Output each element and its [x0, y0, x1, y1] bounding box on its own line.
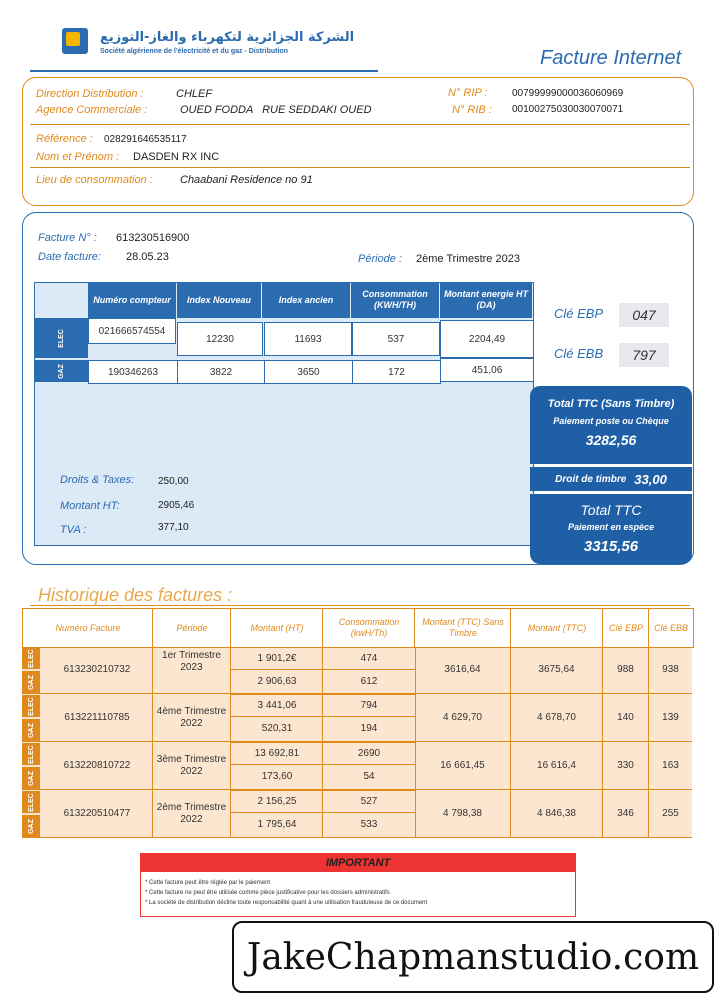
- hist-row4-ttc-st: 4 798,38: [443, 808, 482, 819]
- history-divider: [30, 605, 690, 606]
- hist-row4-ebp: 346: [617, 808, 634, 819]
- hist-row2-c2: 194: [322, 716, 416, 742]
- hist-row3-facture: 613220810722: [63, 760, 131, 771]
- hist-row3-c2: 54: [322, 764, 416, 790]
- hist-row3-ttc: 16 616,4: [537, 760, 576, 771]
- elec-index-ancien: 11693: [264, 322, 352, 356]
- droit-timbre-box: [530, 467, 692, 491]
- droit-timbre-label: Droit de timbre: [555, 473, 627, 485]
- total-sans-timbre-value: 3282,56: [585, 432, 637, 448]
- important-line-3: * La société de distribution décline toute responsabilité quant à une utilisation frauduleuse de ce document: [145, 900, 428, 906]
- hist-row4-ht2: 1 795,64: [230, 812, 324, 838]
- rib-label: N° RIB :: [452, 104, 492, 116]
- elec-conso: 537: [352, 322, 440, 356]
- company-name-arabic: الشركة الجزائرية لتكهرباء والغاز-التوزيع: [100, 30, 355, 45]
- hist-row3-c1: 2690: [322, 742, 416, 766]
- gaz-conso: 172: [352, 360, 441, 384]
- rip-value: 00799999000036060969: [512, 88, 624, 99]
- reference-value: 028291646535117: [104, 134, 187, 145]
- col-montant-energie: Montant energie HT (DA): [440, 282, 532, 318]
- hist-col-ttc-sans-timbre: Montant (TTC) Sans Timbre: [414, 608, 512, 648]
- reference-label: Référence :: [36, 133, 93, 145]
- hist-row1-tag-gaz: GAZ: [22, 671, 40, 693]
- col-index-ancien: Index ancien: [262, 282, 350, 318]
- hist-row4-ebb: 255: [662, 808, 679, 819]
- periode-value: 2ème Trimestre 2023: [416, 253, 520, 265]
- date-label: Date facture:: [38, 251, 101, 263]
- hist-col-ttc: Montant (TTC): [510, 608, 604, 648]
- important-line-2: * Cette facture ne peut être utilisée comme pièce justificative pour les dossiers administratifs: [145, 890, 390, 896]
- hist-row1-ttc-st: 3616,64: [444, 664, 481, 675]
- hist-row2-ebp: 140: [617, 712, 634, 723]
- hist-row4-tag-elec: ELEC: [22, 791, 40, 813]
- history-title: Historique des factures :: [38, 585, 233, 605]
- gaz-montant: 451,06: [440, 358, 534, 382]
- hist-row2-facture: 613221110785: [64, 712, 130, 723]
- hist-row3-periode: 3ème Trimestre 2022: [156, 754, 227, 777]
- elec-montant: 2204,49: [440, 320, 534, 358]
- tva-value: 377,10: [158, 522, 189, 533]
- date-value: 28.05.23: [126, 251, 169, 263]
- rip-label: N° RIP :: [448, 87, 488, 99]
- lieu-value: Chaabani Residence no 91: [180, 174, 313, 186]
- hist-row2-tag-gaz: GAZ: [22, 719, 40, 741]
- hist-row1-c1: 474: [322, 647, 416, 671]
- hist-row2-tag-elec: ELEC: [22, 695, 40, 717]
- hist-row3-ebp: 330: [617, 760, 634, 771]
- hist-row4-ttc: 4 846,38: [537, 808, 576, 819]
- hist-row1-ebb: 938: [662, 664, 679, 675]
- watermark-label: JakeChapmanstudio.com: [232, 921, 714, 993]
- hist-row1-periode: 1er Trimestre 2023: [162, 650, 221, 673]
- hist-row2-periode: 4ème Trimestre 2022: [156, 706, 227, 729]
- hist-row1-ht1: 1 901,2€: [230, 647, 324, 671]
- hist-row2-ht2: 520,31: [230, 716, 324, 742]
- hist-row1-facture: 613230210732: [63, 664, 131, 675]
- periode-label: Période :: [358, 253, 403, 265]
- hist-row3-ebb: 163: [662, 760, 679, 771]
- droits-value: 250,00: [158, 476, 189, 487]
- nom-value: DASDEN RX INC: [133, 151, 220, 163]
- document-title: Facture Internet: [540, 47, 682, 69]
- lieu-label: Lieu de consommation :: [36, 174, 153, 186]
- important-notice: [140, 853, 576, 917]
- hist-col-consommation: Consommation (kwH/Th): [322, 608, 416, 648]
- elec-compteur: 021666574554: [88, 318, 176, 344]
- tva-label: TVA :: [60, 524, 87, 536]
- cle-ebb-label: Clé EBB: [554, 346, 604, 361]
- total-sans-timbre-label: Total TTC (Sans Timbre): [547, 398, 675, 410]
- hist-col-periode: Période: [152, 608, 232, 648]
- hist-col-facture: Numéro Facture: [22, 608, 154, 648]
- gaz-index-ancien: 3650: [264, 360, 353, 384]
- hist-row4-facture: 613220510477: [63, 808, 131, 819]
- droit-timbre-value: 33,00: [634, 471, 667, 487]
- total-ttc-box: [530, 494, 692, 564]
- logo-mark-icon: [66, 32, 80, 46]
- facture-label: Facture N° :: [38, 232, 97, 244]
- elec-index-nouveau: 12230: [177, 322, 263, 356]
- total-sans-timbre-sub: Paiement poste ou Chèque: [553, 416, 669, 426]
- direction-label: Direction Distribution :: [36, 88, 144, 100]
- gaz-index-nouveau: 3822: [177, 360, 265, 384]
- hist-row4-tag-gaz: GAZ: [22, 815, 40, 837]
- col-numero-compteur: Numéro compteur: [88, 282, 176, 318]
- client-divider-2: [30, 167, 690, 168]
- ht-value: 2905,46: [158, 500, 195, 511]
- total-ttc-value: 3315,56: [583, 538, 639, 555]
- hist-row1-tag-elec: ELEC: [22, 647, 40, 669]
- facture-value: 613230516900: [116, 232, 190, 244]
- important-title: IMPORTANT: [141, 854, 575, 872]
- hist-row3-ht2: 173,60: [230, 764, 324, 790]
- company-name-french: Société algérienne de l'électricité et du gaz - Distribution: [100, 48, 288, 55]
- hist-row3-ttc-st: 16 661,45: [440, 760, 485, 771]
- hist-row4-c1: 527: [322, 790, 416, 814]
- direction-value: CHLEF: [176, 88, 213, 100]
- hist-row-divider-4: [22, 837, 692, 838]
- hist-row1-ttc: 3675,64: [538, 664, 575, 675]
- hist-col-cle-ebp: Clé EBP: [602, 608, 650, 648]
- hist-row2-ttc: 4 678,70: [537, 712, 576, 723]
- hist-row4-periode: 2ème Trimestre 2022: [156, 802, 227, 825]
- cle-ebp-label: Clé EBP: [554, 306, 604, 321]
- col-consommation: Consommation (KWH/TH): [351, 282, 439, 318]
- gaz-compteur: 190346263: [88, 360, 178, 384]
- hist-row3-tag-gaz: GAZ: [22, 767, 40, 789]
- hist-row3-tag-elec: ELEC: [22, 743, 40, 765]
- important-line-1: * Cette facture peut être réglée par le paiement: [145, 880, 271, 886]
- nom-label: Nom et Prénom :: [36, 151, 120, 163]
- client-divider-1: [30, 124, 690, 125]
- droits-label: Droits & Taxes:: [60, 474, 135, 486]
- cle-ebp-value: 047: [619, 303, 669, 327]
- hist-row1-c2: 612: [322, 669, 416, 695]
- agence-label: Agence Commerciale :: [36, 104, 148, 116]
- cle-ebb-value: 797: [619, 343, 669, 367]
- hist-row1-ebp: 988: [617, 664, 634, 675]
- total-ttc-label: Total TTC: [580, 502, 642, 518]
- hist-row3-ht1: 13 692,81: [230, 742, 324, 766]
- total-sans-timbre-box: [530, 386, 692, 464]
- total-ttc-sub: Paiement en espèce: [567, 522, 655, 532]
- hist-row4-c2: 533: [322, 812, 416, 838]
- hist-col-cle-ebb: Clé EBB: [648, 608, 694, 648]
- row-tag-gaz: GAZ: [34, 360, 88, 382]
- hist-row2-ht1: 3 441,06: [230, 694, 324, 718]
- hist-col-montant-ht: Montant (HT): [230, 608, 324, 648]
- rib-value: 00100275030030070071: [512, 104, 624, 115]
- hist-row2-ttc-st: 4 629,70: [443, 712, 482, 723]
- agence-value: OUED FODDA RUE SEDDAKI OUED: [180, 104, 372, 116]
- row-tag-elec: ELEC: [34, 318, 88, 358]
- hist-row4-ht1: 2 156,25: [230, 790, 324, 814]
- hist-row2-c1: 794: [322, 694, 416, 718]
- hist-row1-ht2: 2 906,63: [230, 669, 324, 695]
- col-index-nouveau: Index Nouveau: [177, 282, 261, 318]
- hist-row2-ebb: 139: [662, 712, 679, 723]
- header-divider: [30, 70, 378, 72]
- ht-label: Montant HT:: [60, 500, 120, 512]
